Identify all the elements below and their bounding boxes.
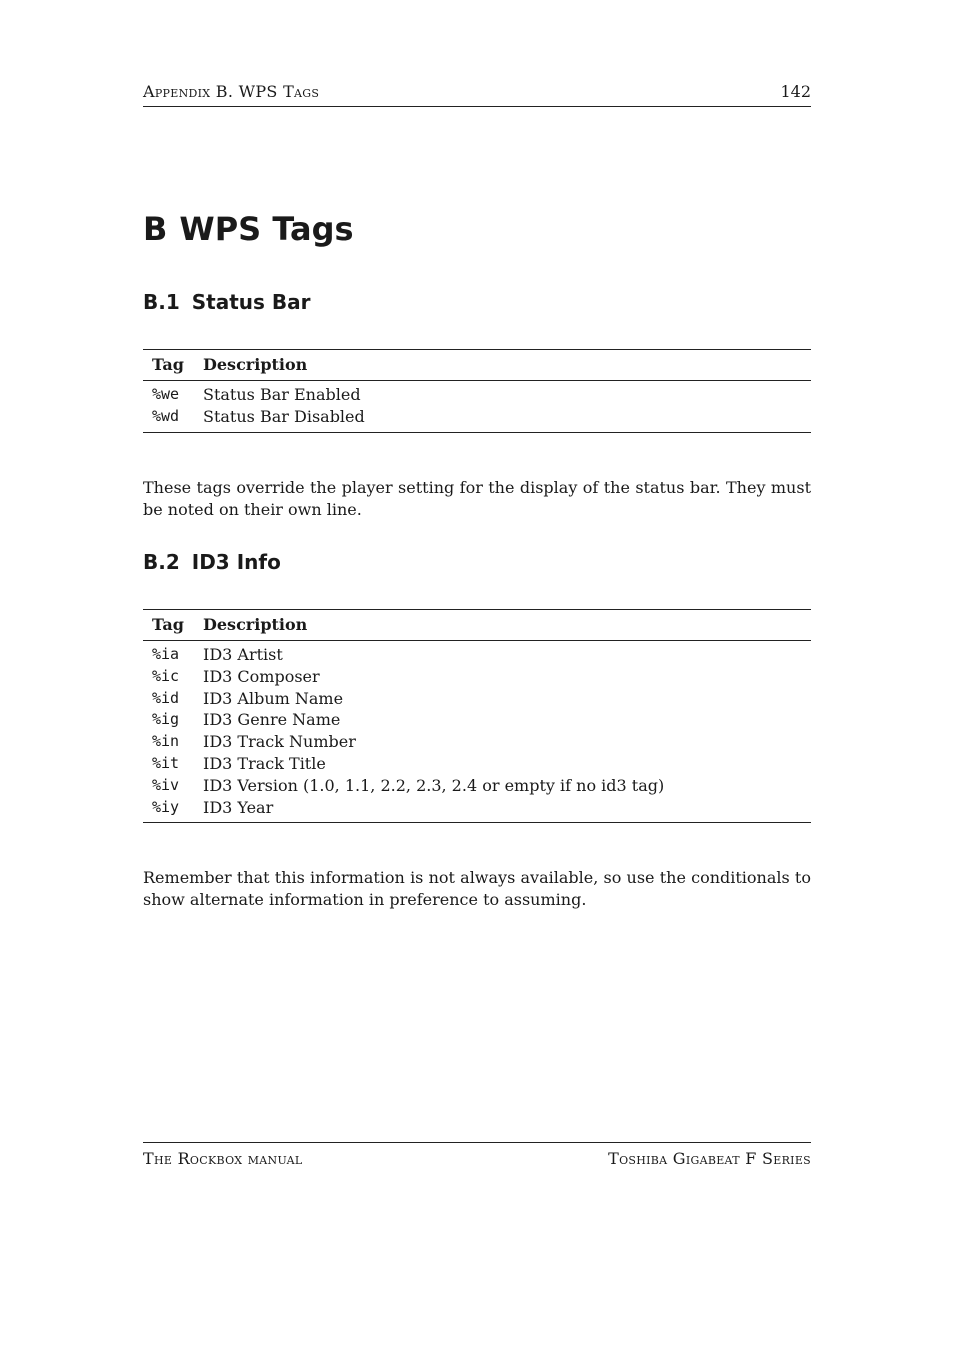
description-cell: ID3 Version (1.0, 1.1, 2.2, 2.3, 2.4 or empty if no id3 tag)	[203, 775, 665, 795]
section-number: B.2	[143, 550, 180, 574]
tag-cell: %ia	[152, 645, 180, 663]
header-page-number: 142	[780, 82, 811, 101]
section-heading-id3-info	[143, 550, 281, 574]
table-row	[143, 406, 811, 432]
header-chapter-title: Appendix B. WPS Tags	[143, 82, 320, 101]
tag-cell: %ig	[152, 710, 180, 729]
description-cell: Status Bar Enabled	[203, 385, 361, 404]
description-cell: Status Bar Disabled	[203, 406, 365, 426]
description-cell: ID3 Album Name	[203, 688, 344, 708]
footer-device-series: Toshiba Gigabeat F Series	[608, 1149, 811, 1168]
chapter-heading	[143, 210, 354, 248]
chapter-number: B	[143, 210, 168, 248]
table-row	[143, 381, 811, 406]
section-number: B.1	[143, 290, 180, 314]
table-row	[143, 775, 811, 797]
table-row	[143, 709, 811, 731]
status-bar-paragraph: These tags override the player setting for the display of the status bar. They must be noted on their own line.	[143, 478, 811, 519]
table-row	[143, 797, 811, 823]
section-heading-status-bar	[143, 290, 311, 314]
description-cell: ID3 Track Number	[203, 732, 356, 752]
table-header-row	[143, 610, 811, 641]
tag-cell: %id	[152, 688, 180, 707]
section-title: ID3 Info	[191, 550, 281, 574]
running-header	[143, 82, 811, 107]
table-row	[143, 688, 811, 710]
column-header-description: Description	[203, 355, 308, 374]
tag-cell: %wd	[152, 406, 180, 425]
description-cell: ID3 Composer	[203, 666, 320, 686]
column-header-tag: Tag	[152, 615, 184, 634]
description-cell: ID3 Genre Name	[203, 710, 341, 730]
tag-cell: %ic	[152, 666, 180, 685]
status-bar-tags-table	[143, 349, 811, 433]
table-row	[143, 641, 811, 666]
tag-cell: %it	[152, 753, 180, 772]
section-title: Status Bar	[191, 290, 311, 314]
table-row	[143, 731, 811, 753]
description-cell: ID3 Year	[203, 797, 274, 817]
id3-info-paragraph: Remember that this information is not always available, so use the conditionals to show alternate information in preference to assuming.	[143, 868, 811, 909]
table-row	[143, 753, 811, 775]
id3-info-tags-table	[143, 609, 811, 823]
tag-cell: %in	[152, 732, 180, 751]
chapter-title: WPS Tags	[179, 210, 354, 248]
tag-cell: %we	[152, 385, 180, 403]
table-header-row	[143, 350, 811, 381]
footer-manual-title: The Rockbox manual	[143, 1149, 303, 1168]
running-footer	[143, 1142, 811, 1168]
column-header-description: Description	[203, 615, 308, 634]
column-header-tag: Tag	[152, 355, 184, 374]
tag-cell: %iv	[152, 775, 180, 794]
table-row	[143, 666, 811, 688]
description-cell: ID3 Artist	[203, 645, 283, 664]
tag-cell: %iy	[152, 797, 180, 816]
description-cell: ID3 Track Title	[203, 753, 326, 773]
